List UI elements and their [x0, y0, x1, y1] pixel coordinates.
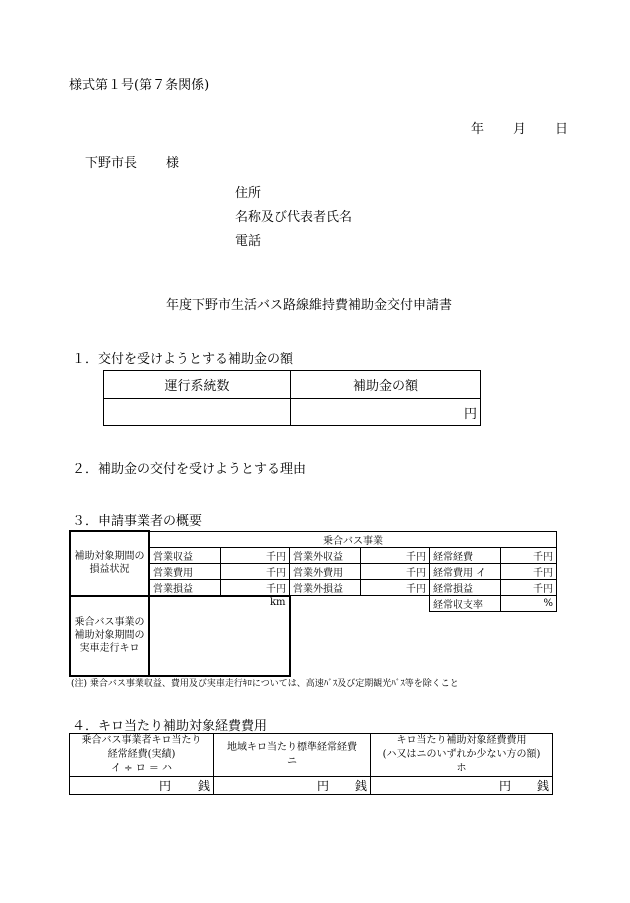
non-operating-cost-value[interactable]: 千円	[361, 563, 430, 579]
routes-count-cell[interactable]	[104, 399, 291, 426]
subsidy-amount-header: 補助金の額	[291, 371, 481, 399]
non-operating-revenue-value[interactable]: 千円	[361, 547, 430, 563]
ordinary-expense-value[interactable]: 千円	[501, 547, 557, 563]
actual-cost-sen: 銭	[197, 779, 210, 793]
ordinary-balance-ratio-label: 経常収支率	[430, 596, 501, 612]
standard-cost-line1: 地域キロ当たり標準経常経費	[227, 742, 357, 753]
subsidy-cost-line1: キロ当たり補助対象経費費用	[396, 735, 527, 746]
subsidy-cost-value-cell[interactable]	[371, 777, 553, 795]
standard-cost-value-cell[interactable]	[214, 777, 371, 795]
operating-revenue-label: 営業収益	[149, 547, 221, 563]
applicant-address-label: 住所	[235, 186, 262, 201]
standard-cost-per-km-header	[214, 734, 371, 777]
subsidy-cost-line3: ホ	[456, 763, 467, 774]
addressee-name: 下野市長	[85, 156, 138, 171]
ordinary-profit-label: 経常損益	[430, 579, 501, 596]
bus-business-header: 乗合バス事業	[149, 531, 557, 547]
non-operating-profit-value[interactable]: 千円	[361, 579, 430, 596]
actual-cost-line3: イ ÷ ロ ＝ ハ	[110, 763, 173, 774]
applicant-name-label: 名称及び代表者氏名	[235, 210, 353, 225]
applicant-overview-table	[69, 530, 557, 677]
subsidy-amount-cell[interactable]: 円	[291, 399, 481, 426]
ordinary-expense-label: 経常経費	[430, 547, 501, 563]
ordinary-cost-value[interactable]: 千円	[501, 563, 557, 579]
section3-note: (注) 乗合バス事業収益、費用及び実車走行ｷﾛについては、高速ﾊﾞｽ及び定期観光ﾊﾞｽ等を除くこと	[71, 679, 459, 689]
operating-profit-value[interactable]: 千円	[221, 579, 290, 596]
standard-cost-yen: 円	[317, 779, 330, 793]
mileage-value[interactable]: km	[149, 596, 290, 676]
subsidy-cost-line2: (ハ又はニのいずれか少ない方の額)	[382, 749, 541, 760]
document-title: 年度下野市生活バス路線維持費補助金交付申請書	[166, 298, 453, 313]
actual-cost-line1: 乗合バス事業者キロ当たり	[81, 735, 202, 746]
date-year-label: 年	[471, 122, 485, 137]
addressee-honorific: 様	[166, 156, 180, 171]
ordinary-cost-label: 経常費用 イ	[430, 563, 501, 579]
standard-cost-line2: ニ	[287, 756, 297, 767]
routes-count-header: 運行系統数	[104, 371, 291, 399]
operating-cost-label: 営業費用	[149, 563, 221, 579]
form-number: 様式第１号(第７条関係)	[69, 78, 210, 93]
section3-heading: ３．申請事業者の概要	[72, 514, 203, 529]
subsidy-cost-per-km-header	[371, 734, 553, 777]
ordinary-profit-value[interactable]: 千円	[501, 579, 557, 596]
standard-cost-sen: 銭	[354, 779, 367, 793]
actual-cost-line2: 経常経費(実績)	[107, 749, 176, 760]
non-operating-cost-label: 営業外費用	[290, 563, 361, 579]
per-km-cost-table	[69, 733, 553, 795]
subsidy-cost-sen: 銭	[536, 779, 549, 793]
date-month-label: 月	[513, 122, 527, 137]
subsidy-amount-table	[103, 370, 481, 426]
section1-heading: １．交付を受けようとする補助金の額	[72, 352, 294, 367]
actual-cost-value-cell[interactable]	[70, 777, 214, 795]
actual-cost-yen: 円	[159, 779, 172, 793]
ordinary-balance-ratio-value[interactable]: %	[501, 596, 557, 612]
profit-loss-label: 補助対象期間の損益状況	[70, 531, 149, 596]
blank-cell	[290, 596, 430, 612]
non-operating-profit-label: 営業外損益	[290, 579, 361, 596]
date-day-label: 日	[555, 122, 569, 137]
actual-cost-per-km-header	[70, 734, 214, 777]
applicant-phone-label: 電話	[235, 234, 262, 249]
operating-revenue-value[interactable]: 千円	[221, 547, 290, 563]
section4-heading: ４．キロ当たり補助対象経費費用	[72, 719, 268, 734]
mileage-label: 乗合バス事業の補助対象期間の実車走行キロ	[70, 596, 149, 676]
subsidy-cost-yen: 円	[499, 779, 512, 793]
section2-heading: ２．補助金の交付を受けようとする理由	[72, 462, 307, 477]
non-operating-revenue-label: 営業外収益	[290, 547, 361, 563]
operating-profit-label: 営業損益	[149, 579, 221, 596]
operating-cost-value[interactable]: 千円	[221, 563, 290, 579]
blank-area	[290, 612, 557, 676]
